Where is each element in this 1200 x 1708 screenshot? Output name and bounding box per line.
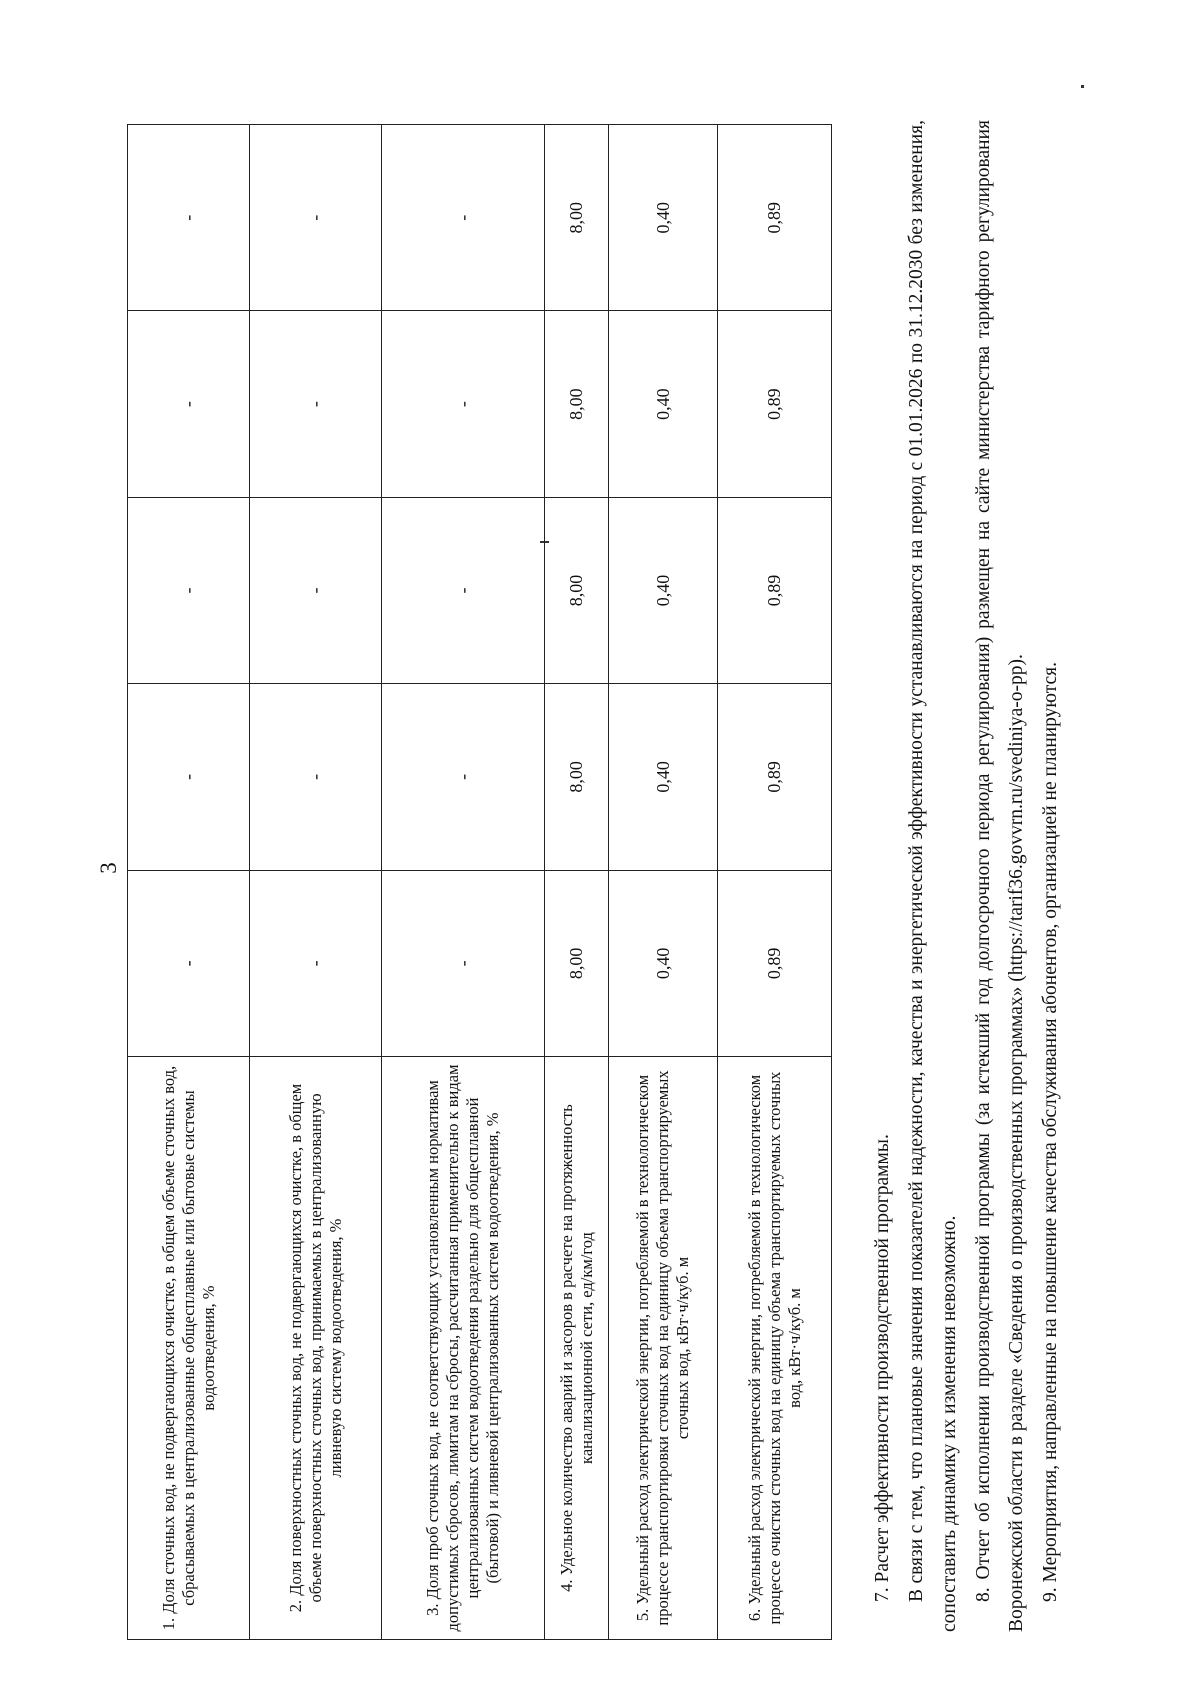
indicator-value: - [128,684,250,870]
paragraph-8: 8. Отчет об исполнении производственной программы (за истекший год долгосрочного периода регулирования) размещен на сайте министерства тарифного регулирования Воронежской области в разделе «Сведения о производственных программах» (https://tarif36.govvrn.ru/svediniya-o-pp). [972,120,1027,1632]
indicator-name: 5. Удельный расход электрической энергии, потребляемой в технологическом процессе транспортировки сточных вод на единицу объема транспортируемых сточных вод, кВт·ч/куб. м [609,1057,718,1640]
indicator-value: - [382,870,545,1056]
indicator-value: 0,89 [718,125,832,311]
indicator-value: - [382,497,545,683]
indicator-name: 1. Доля сточных вод, не подвергающихся очистке, в общем объеме сточных вод, сбрасываемых в централизованные общесплавные или бытовые системы водоотведения, % [128,1057,250,1640]
indicator-value: - [128,870,250,1056]
indicator-value: 0,89 [718,311,832,497]
indicator-value: - [250,125,382,311]
indicator-value: 8,00 [545,497,609,683]
indicator-value: - [382,311,545,497]
indicator-name: 2. Доля поверхностных сточных вод, не подвергающихся очистке, в общем объеме поверхностных сточных вод, принимаемых в централизованную ливневую систему водоотведения, % [250,1057,382,1640]
indicator-name: 6. Удельный расход электрической энергии, потребляемой в технологическом процессе очистки сточных вод на единицу объема транспортируемых сточных вод, кВт·ч/куб. м [718,1057,832,1640]
indicator-value: 0,89 [718,870,832,1056]
body-text [866,120,1067,1632]
indicator-value: - [250,870,382,1056]
indicator-value: 0,40 [609,311,718,497]
paragraph-7-heading: 7. Расчет эффективности производственной программы. [872,1134,893,1602]
indicator-value: 8,00 [545,311,609,497]
indicator-value: 8,00 [545,870,609,1056]
indicator-value: 0,40 [609,684,718,870]
paragraph-9: 9. Мероприятия, направленные на повышение качества обслуживания абонентов, организацией не планируются. [1039,662,1061,1602]
indicator-value: - [250,311,382,497]
indicator-value: 8,00 [545,125,609,311]
table-row [609,125,718,1640]
indicator-value: - [128,497,250,683]
indicator-value: 0,40 [609,125,718,311]
indicator-value: 0,40 [609,497,718,683]
indicators-table [127,124,832,1640]
indicator-value: 0,89 [718,497,832,683]
table-row [128,125,250,1640]
indicator-value: - [250,497,382,683]
indicator-value: 0,40 [609,870,718,1056]
indicator-value: - [128,125,250,311]
indicator-value: - [128,311,250,497]
indicator-name: 4. Удельное количество аварий и засоров в расчете на протяженность канализационной сети, ед/км/год [545,1057,609,1640]
indicator-value: - [382,684,545,870]
scan-mark [1081,85,1084,88]
table-row [718,125,832,1640]
indicator-value: 0,89 [718,684,832,870]
page-number: 3 [96,862,121,874]
table-row [250,125,382,1640]
paragraph-7-body: В связи с тем, что плановые значения показателей надежности, качества и энергетической эффективности устанавливаются на период с 01.01.2026 по 31.12.2030 без изменения, сопоставить динамику их изменения невозможно. [905,120,960,1632]
indicator-value: 8,00 [545,684,609,870]
indicator-value: - [382,125,545,311]
indicator-value: - [250,684,382,870]
indicator-name: 3. Доля проб сточных вод, не соответствующих установленным нормативам допустимых сбросов, лимитам на сбросы, рассчитанная применительно к видам централизованных систем водоотведения раздельно для общесплавной (бытовой) и ливневой централизованных систем водоотведения, % [382,1057,545,1640]
table-row [382,125,545,1640]
table-row [545,125,609,1640]
